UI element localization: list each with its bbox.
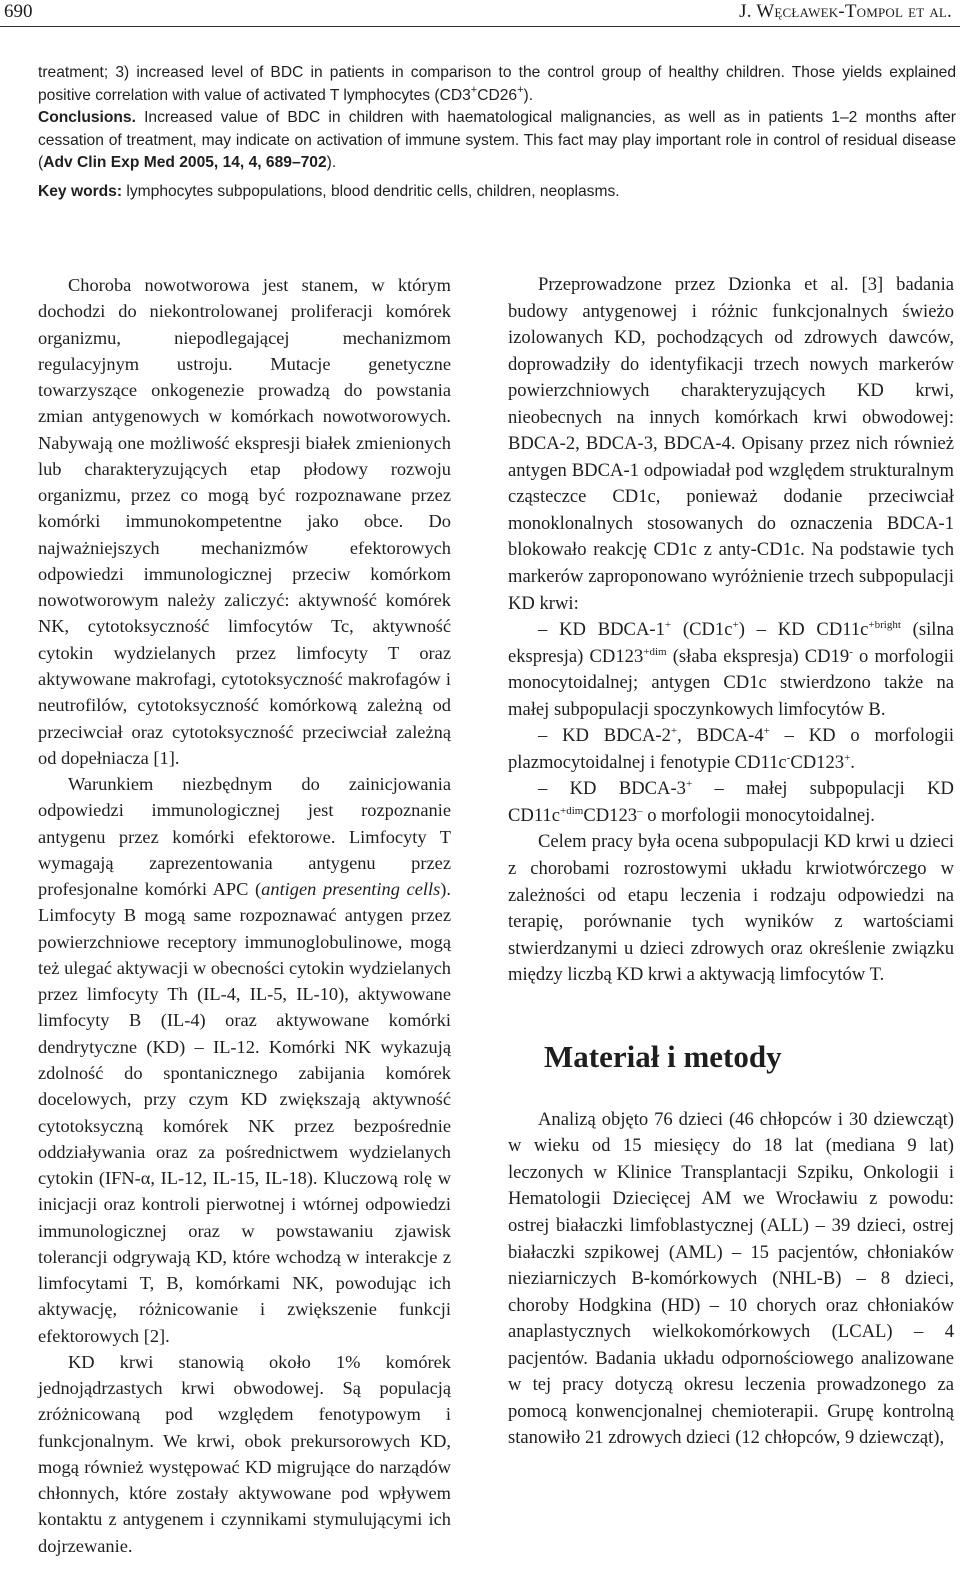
right-column	[508, 272, 954, 1452]
paragraph: Choroba nowotworowa jest stanem, w którym dochodzi do niekontrolowanej proliferacji komórek organizmu, niepodlegającej mechanizmom regulacyjnym ustroju. Mutacje genetyczne towarzyszące onkogenezie prowadzą do powstania zmian antygenowych w komórkach nowotworowych. Nabywają one możliwość ekspresji białek zmienionych lub charakteryzujących etap płodowy rozwoju organizmu, przez co mogą być rozpoznawane przez komórki immunokompetentne jako obce. Do najważniejszych mechanizmów efektorowych odpowiedzi immunologicznej przeciw komórkom nowotworowym należy zaliczyć: aktywność komórek NK, cytotoksyczność limfocytów Tc, aktywność cytokin wydzielanych przez limfocyty T oraz aktywowane makrofagi, cytotoksyczność makrofagów i neutrofilów, cytotoksyczność komórkową zależną od przeciwciał oraz cytotoksyczność przeciwciał zależną od dopełniacza [1].	[38, 275, 451, 768]
conclusions-label: Conclusions.	[38, 109, 136, 127]
latin-term: antigen presenting cells	[261, 879, 441, 900]
list-item: – KD BDCA-1+ (CD1c+) – KD $CD11c^{+bright}$ (silna ekspresja) $CD123^{+dim}$ (słaba ekspresja) CD19- o morfologii monocytoidalnej; antygen CD1c stwierdzono także na małej subpopulacji spoczynkowych limfocytów B.	[508, 619, 954, 720]
paragraph: Warunkiem niezbędnym do zainicjowania odpowiedzi immunologicznej jest rozpoznanie antygenu przez komórki efektorowe. Limfocyty T wymagają zaprezentowania antygenu przez profesjonalne komórki APC (antigen presenting cells). Limfocyty B mogą same rozpoznawać antygen przez powierzchniowe receptory immunoglobulinowe, mogą też ulegać aktywacji w obecności cytokin wydzielanych przez limfocyty Th (IL-4, IL-5, IL-10), aktywowane limfocyty B (IL-4) oraz aktywowane komórki dendrytyczne (KD) – IL-12. Komórki NK wykazują zdolność do spontanicznego zabijania komórek docelowych, przy czym KD zwiększają aktywność cytotoksyczną komórek NK przez bezpośrednie oddziaływania oraz za pośrednictwem wydzielanych cytokin (IFN-α, IL-12, IL-15, IL-18). Kluczową rolę w inicjacji oraz kontroli pierwotnej i wtórnej odpowiedzi immunologicznej oraz w powstawaniu zjawisk tolerancji odgrywają KD, które wchodzą w interakcje z limfocytami T, B, komórkami NK, powodując ich aktywację, różnicowanie i zwiększenie funkcji efektorowych [2].	[38, 774, 451, 1346]
citation: Adv Clin Exp Med 2005, 14, 4, 689–702	[43, 154, 327, 172]
abstract	[38, 62, 956, 204]
list-item: – KD BDCA-2+, BDCA-4+ – KD o morfologii plazmocytoidalnej i fenotypie CD11c-CD123+.	[508, 725, 954, 773]
left-column	[38, 272, 451, 1559]
abstract-conclusions: Conclusions. Increased value of BDC in children with haematological malignancies, as well as in patients 1–2 months after cessation of treatment, may indicate on activation of immune system. This fact may play important role in control of residual disease (Adv Clin Exp Med 2005, 14, 4, 689–702).	[38, 109, 956, 172]
header-rule	[0, 26, 960, 27]
section-title: Materiał i metody	[544, 1038, 782, 1074]
abstract-results: treatment; 3) increased level of BDC in patients in comparison to the control group of healthy children. Those yields explained positive correlation with value of activated T lymphocytes (CD3+CD26+).	[38, 64, 956, 104]
paragraph: Przeprowadzone przez Dzionka et al. [3] badania budowy antygenowej i różnic funkcjonalnych świeżo izolowanych KD, pochodzących od zdrowych dawców, doprowadziły do identyfikacji trzech nowych markerów powierzchniowych charakteryzujących KD krwi, nieobecnych na innych komórkach krwi obwodowej: BDCA-2, BDCA-3, BDCA-4. Opisany przez nich również antygen BDCA-1 odpowiadał pod względem strukturalnym cząsteczce CD1c, ponieważ dodanie przeciwciał monoklonalnych stosowanych do oznaczenia BDCA-1 blokowało reakcję CD1c z anty-CD1c. Na podstawie tych markerów zaproponowano wyróżnienie trzech subpopulacji KD krwi:	[508, 274, 954, 614]
keywords: Key words: lymphocytes subpopulations, blood dendritic cells, children, neoplasms.	[38, 182, 620, 200]
paragraph: Celem pracy była ocena subpopulacji KD krwi u dzieci z chorobami rozrostowymi układu krwiotwórczego w zależności od etapu leczenia i rodzaju odpowiedzi na terapię, porównanie tych wyników z wartościami stwierdzanymi u dzieci zdrowych oraz określenie związku między liczbą KD krwi a aktywacją limfocytów T.	[508, 831, 954, 986]
paragraph: KD krwi stanowią około 1% komórek jednojądrzastych krwi obwodowej. Są populacją zróżnicowaną pod względem fenotypowym i funkcjonalnym. We krwi, obok prekursorowych KD, mogą również występować KD migrujące do narządów chłonnych, które zostały aktywowane pod wpływem kontaktu z antygenem i czynnikami stymulującymi ich dojrzewanie.	[38, 1351, 451, 1556]
list-item: – KD BDCA-3+ – małej subpopulacji KD $CD11c^{+dim}CD123^-$ o morfologii monocytoidalnej.	[508, 778, 954, 826]
page-header	[0, 0, 960, 24]
keywords-label: Key words:	[38, 182, 123, 200]
paragraph: Analizą objęto 76 dzieci (46 chłopców i 30 dziewcząt) w wieku od 15 miesięcy do 18 lat (mediana 9 lat) leczonych w Klinice Transplantacji Szpiku, Onkologii i Hematologii Dziecięcej AM we Wrocławiu z powodu: ostrej białaczki limfoblastycznej (ALL) – 39 dzieci, ostrej białaczki szpikowej (AML) – 15 pacjentów, chłoniaków nieziarniczych B-komórkowych (NHL-B) – 8 dzieci, choroby Hodgkina (HD) – 10 chorych oraz chłoniaków anaplastycznych wielkokomórkowych (LCAL) – 4 pacjentów. Badania układu odpornościowego analizowane w tej pracy dotyczą okresu leczenia prowadzonego za pomocą konwencjonalnej chemioterapii. Grupę kontrolną stanowiło 21 zdrowych dzieci (12 chłopców, 9 dziewcząt),	[508, 1108, 954, 1449]
page-number: 690	[4, 1, 33, 22]
running-head: J. Węcławek-Tompol et al.	[739, 1, 952, 22]
